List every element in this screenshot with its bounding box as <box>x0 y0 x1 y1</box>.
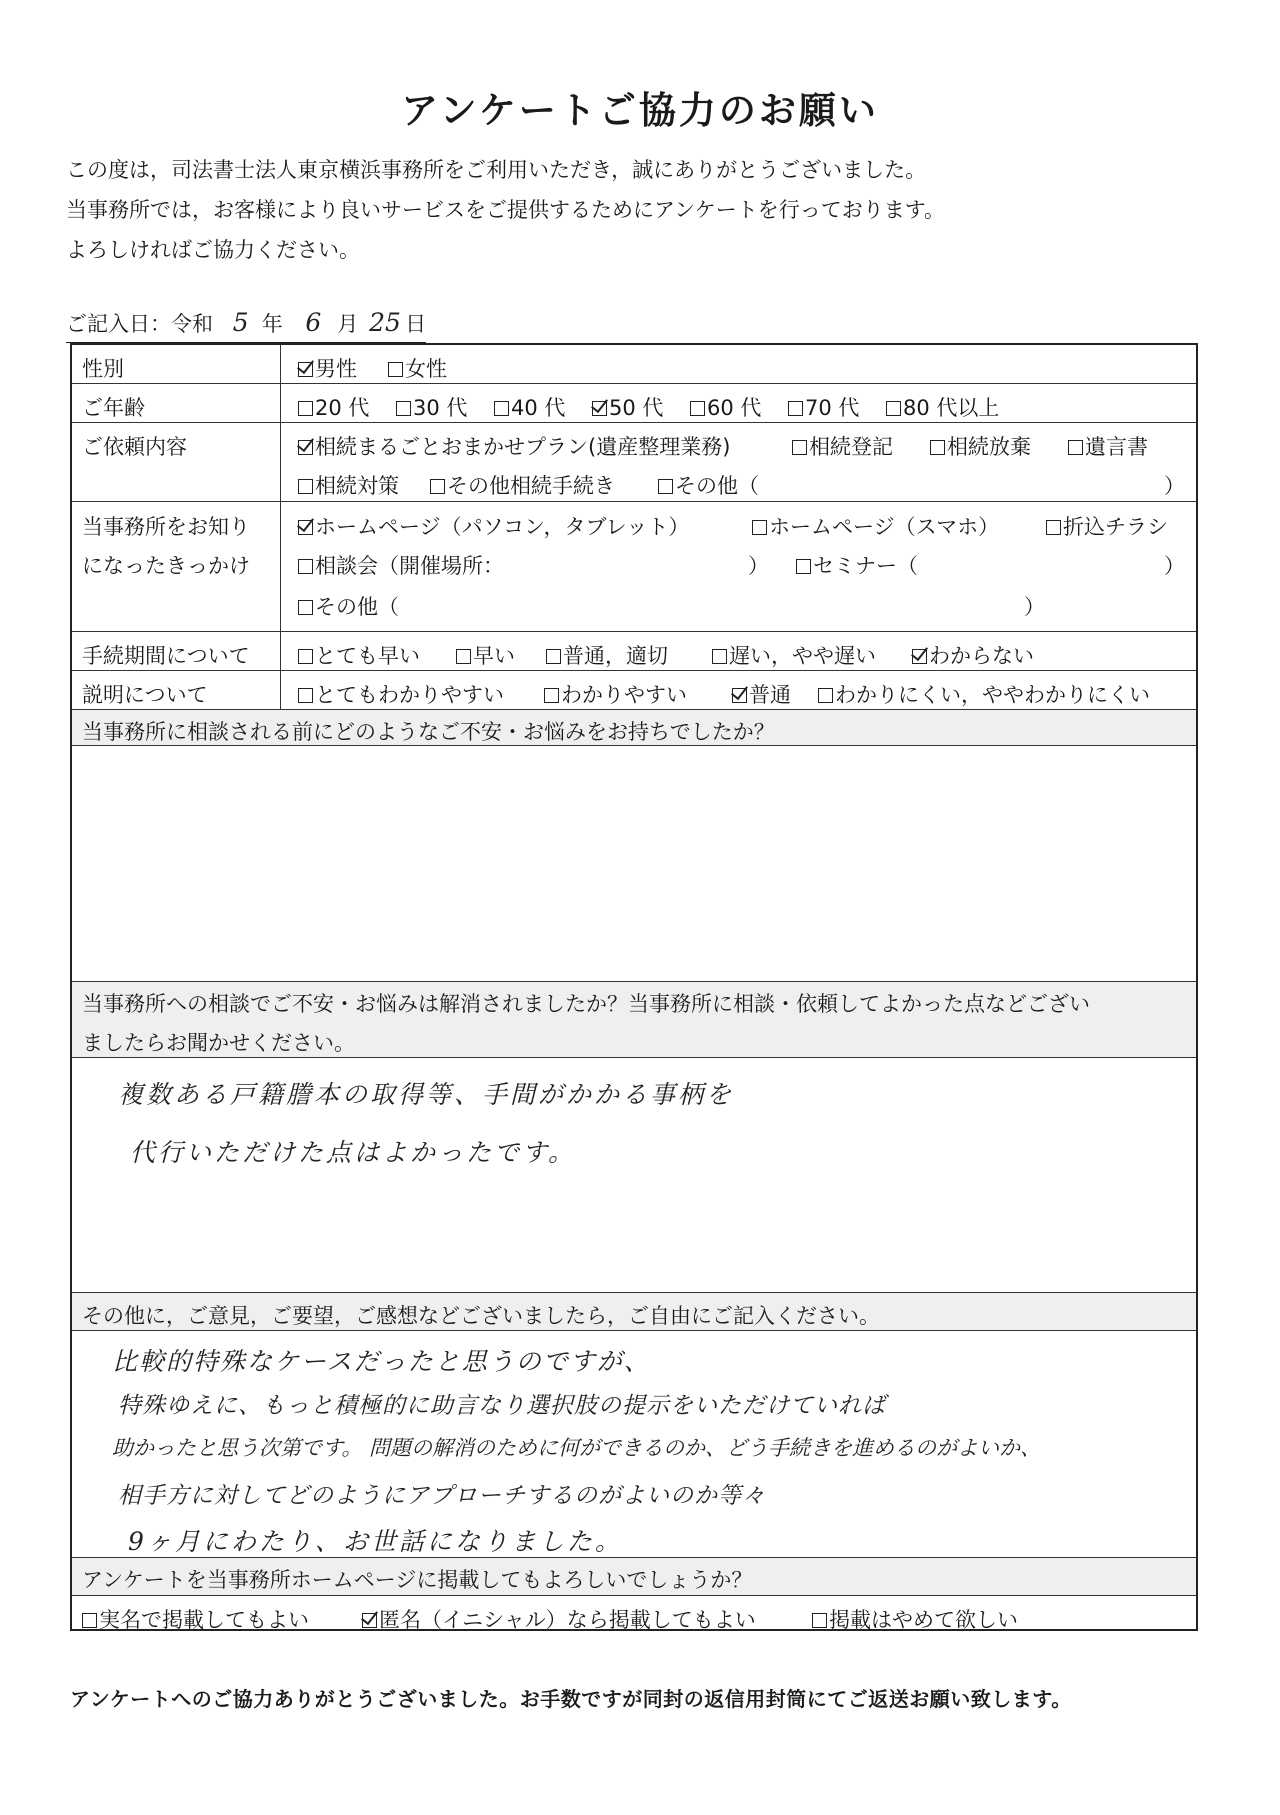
checkbox-icon[interactable] <box>298 401 313 416</box>
age-label: ご年齢 <box>82 396 145 420</box>
date-label: ご記入日：令和 <box>66 312 213 336</box>
source-other-option[interactable] <box>298 591 399 621</box>
source-other-close-paren: ） <box>1024 595 1045 619</box>
checkbox-checked-icon[interactable] <box>298 440 313 455</box>
row-divider <box>72 1595 1196 1596</box>
checkbox-checked-icon[interactable] <box>298 520 313 535</box>
option-text: わかりやすい <box>561 683 687 707</box>
option-text: 80 代以上 <box>903 396 1000 420</box>
checkbox-icon[interactable] <box>298 559 313 574</box>
gender-male-option[interactable] <box>298 353 357 383</box>
checkbox-icon[interactable] <box>658 479 673 494</box>
resolved-answer-line[interactable]: 代行いただけた点はよかったです。 <box>130 1138 577 1167</box>
option-text: 普通，適切 <box>563 644 668 668</box>
request-measures-option[interactable] <box>298 470 399 500</box>
checkbox-checked-icon[interactable] <box>592 401 607 416</box>
row-divider <box>72 1057 1196 1058</box>
option-text: 折込チラシ <box>1063 515 1168 539</box>
checkbox-icon[interactable] <box>456 649 471 664</box>
date-day: 25 <box>369 308 401 337</box>
option-text: 普通 <box>749 683 791 707</box>
checkbox-icon[interactable] <box>430 479 445 494</box>
row-divider <box>72 670 1196 671</box>
period-normal-option[interactable] <box>546 640 668 670</box>
resolved-question-line2: ましたらお聞かせください。 <box>82 1031 355 1055</box>
option-text: 40 代 <box>511 396 566 420</box>
source-homepage-phone-option[interactable] <box>752 511 999 541</box>
other-answer-line[interactable]: 助かったと思う次第です。 問題の解消のために何ができるのか、どう手続きを進めるのがよいか、 <box>112 1436 1041 1460</box>
source-seminar-option[interactable] <box>796 550 918 580</box>
other-answer-line[interactable]: 比較的特殊なケースだったと思うのですが、 <box>112 1347 651 1376</box>
checkbox-icon[interactable] <box>886 401 901 416</box>
option-text: 男性 <box>315 357 357 381</box>
option-text: 掲載はやめて欲しい <box>829 1608 1018 1632</box>
footer-note: アンケートへのご協力ありがとうございました。お手数ですが同封の返信用封筒にてご返送お願い致します。 <box>70 1687 1072 1711</box>
other-answer-line[interactable]: 9ヶ月にわたり、お世話になりました。 <box>128 1527 623 1556</box>
date-year: 5 <box>232 308 249 337</box>
column-divider <box>280 345 281 709</box>
checkbox-checked-icon[interactable] <box>298 362 313 377</box>
checkbox-icon[interactable] <box>546 649 561 664</box>
checkbox-icon[interactable] <box>752 520 767 535</box>
explanation-label: 説明について <box>82 683 208 707</box>
request-renunciation-option[interactable] <box>930 431 1031 461</box>
source-label-line1: 当事務所をお知り <box>82 515 250 539</box>
source-seminar-close-paren: ） <box>1164 554 1185 578</box>
checkbox-icon[interactable] <box>796 559 811 574</box>
age-70-option[interactable] <box>788 392 859 422</box>
period-label: 手続期間について <box>82 644 250 668</box>
checkbox-icon[interactable] <box>298 688 313 703</box>
publish-anonymous-option[interactable] <box>362 1604 756 1634</box>
option-text: ホームページ（スマホ） <box>769 515 1000 539</box>
explanation-very-clear-option[interactable] <box>298 679 504 709</box>
explanation-clear-option[interactable] <box>544 679 687 709</box>
survey-form <box>70 343 1198 1631</box>
date-year-unit: 年 <box>261 312 283 336</box>
option-text: 匿名（イニシャル）なら掲載してもよい <box>379 1608 756 1632</box>
age-60-option[interactable] <box>690 392 761 422</box>
checkbox-checked-icon[interactable] <box>732 688 747 703</box>
option-text: とても早い <box>315 644 420 668</box>
period-unknown-option[interactable] <box>912 640 1034 670</box>
option-text: その他相続手続き <box>447 474 615 498</box>
checkbox-icon[interactable] <box>1046 520 1061 535</box>
date-month: 6 <box>305 308 322 337</box>
request-full-plan-option[interactable] <box>298 431 730 461</box>
checkbox-icon[interactable] <box>494 401 509 416</box>
page-title: アンケートご協力のお願い <box>401 89 879 132</box>
source-consultation-option[interactable] <box>298 550 504 580</box>
publish-real-name-option[interactable] <box>82 1604 309 1634</box>
option-text: 相続まるごとおまかせプラン(遺産整理業務) <box>315 435 731 459</box>
intro-line: この度は，司法書士法人東京横浜事務所をご利用いただき，誠にありがとうございました。 <box>66 158 927 182</box>
option-text: 早い <box>473 644 515 668</box>
row-divider <box>72 383 1196 384</box>
checkbox-checked-icon[interactable] <box>362 1613 377 1628</box>
row-divider <box>72 501 1196 502</box>
option-text: 30 代 <box>413 396 468 420</box>
option-text: わからない <box>929 644 1034 668</box>
gender-label: 性別 <box>82 357 124 381</box>
source-label-line2: になったきっかけ <box>82 554 250 578</box>
checkbox-icon[interactable] <box>82 1613 97 1628</box>
option-text: セミナー（ <box>813 554 918 578</box>
worries-question: 当事務所に相談される前にどのようなご不安・お悩みをお持ちでしたか？ <box>82 720 775 744</box>
option-text: 相続対策 <box>315 474 399 498</box>
checkbox-icon[interactable] <box>812 1613 827 1628</box>
checkbox-icon[interactable] <box>788 401 803 416</box>
row-divider <box>72 1330 1196 1331</box>
checkbox-icon[interactable] <box>1068 440 1083 455</box>
row-divider <box>72 631 1196 632</box>
source-flyer-option[interactable] <box>1046 511 1168 541</box>
period-fast-option[interactable] <box>456 640 515 670</box>
period-slow-option[interactable] <box>712 640 876 670</box>
request-label: ご依頼内容 <box>82 435 187 459</box>
option-text: 20 代 <box>315 396 370 420</box>
checkbox-icon[interactable] <box>298 649 313 664</box>
row-divider <box>72 981 1196 982</box>
option-text: 相続登記 <box>809 435 893 459</box>
intro-line: よろしければご協力ください。 <box>66 238 360 262</box>
option-text: 遅い，やや遅い <box>729 644 876 668</box>
period-very-fast-option[interactable] <box>298 640 420 670</box>
option-text: その他（ <box>675 474 759 498</box>
intro-text <box>66 150 945 270</box>
age-80-option[interactable] <box>886 392 999 422</box>
option-text: 50 代 <box>609 396 664 420</box>
checkbox-icon[interactable] <box>792 440 807 455</box>
option-text: とてもわかりやすい <box>315 683 504 707</box>
age-50-option[interactable] <box>592 392 663 422</box>
gender-female-option[interactable] <box>388 353 447 383</box>
other-question: その他に，ご意見，ご要望，ご感想などございましたら，ご自由にご記入ください。 <box>82 1304 880 1328</box>
age-20-option[interactable] <box>298 392 369 422</box>
checkbox-checked-icon[interactable] <box>912 649 927 664</box>
request-other-option[interactable] <box>658 470 759 500</box>
checkbox-icon[interactable] <box>298 479 313 494</box>
publish-question: アンケートを当事務所ホームページに掲載してもよろしいでしょうか？ <box>82 1568 753 1592</box>
publish-decline-option[interactable] <box>812 1604 1018 1634</box>
date-month-unit: 月 <box>337 312 359 336</box>
source-homepage-pc-option[interactable] <box>298 511 689 541</box>
checkbox-icon[interactable] <box>930 440 945 455</box>
row-divider <box>72 1292 1196 1293</box>
intro-line: 当事務所では，お客様により良いサービスをご提供するためにアンケートを行っております。 <box>66 198 946 222</box>
checkbox-icon[interactable] <box>690 401 705 416</box>
entry-date[interactable] <box>66 308 426 343</box>
request-other-close-paren: ） <box>1164 474 1185 498</box>
explanation-unclear-option[interactable] <box>818 679 1150 709</box>
other-answer-line[interactable]: 特殊ゆえに、もっと積極的に助言なり選択肢の提示をいただけていれば <box>118 1393 886 1419</box>
explanation-normal-option[interactable] <box>732 679 791 709</box>
request-other-procedures-option[interactable] <box>430 470 615 500</box>
option-text: 女性 <box>405 357 447 381</box>
checkbox-icon[interactable] <box>544 688 559 703</box>
option-text: わかりにくい，ややわかりにくい <box>835 683 1150 707</box>
request-will-option[interactable] <box>1068 431 1148 461</box>
option-text: その他（ <box>315 595 399 619</box>
option-text: 相続放棄 <box>947 435 1031 459</box>
resolved-answer-line[interactable]: 複数ある戸籍謄本の取得等、手間がかかる事柄を <box>118 1080 735 1109</box>
option-text: 70 代 <box>805 396 860 420</box>
request-registration-option[interactable] <box>792 431 893 461</box>
option-text: ホームページ（パソコン，タブレット） <box>315 515 690 539</box>
option-text: 実名で掲載してもよい <box>99 1608 309 1632</box>
age-30-option[interactable] <box>396 392 467 422</box>
date-day-unit: 日 <box>405 312 427 336</box>
checkbox-icon[interactable] <box>388 362 403 377</box>
option-text: 遺言書 <box>1085 435 1148 459</box>
option-text: 相談会（開催場所： <box>315 554 504 578</box>
checkbox-icon[interactable] <box>396 401 411 416</box>
checkbox-icon[interactable] <box>818 688 833 703</box>
row-divider <box>72 422 1196 423</box>
resolved-question-line1: 当事務所への相談でご不安・お悩みは解消されましたか？当事務所に相談・依頼してよかった点などござい <box>82 992 1090 1016</box>
other-answer-line[interactable]: 相手方に対してどのようにアプローチするのがよいのか等々 <box>118 1483 766 1509</box>
option-text: 60 代 <box>707 396 762 420</box>
row-divider <box>72 709 1196 710</box>
checkbox-icon[interactable] <box>712 649 727 664</box>
checkbox-icon[interactable] <box>298 600 313 615</box>
age-40-option[interactable] <box>494 392 565 422</box>
source-consultation-close-paren: ） <box>748 554 769 578</box>
